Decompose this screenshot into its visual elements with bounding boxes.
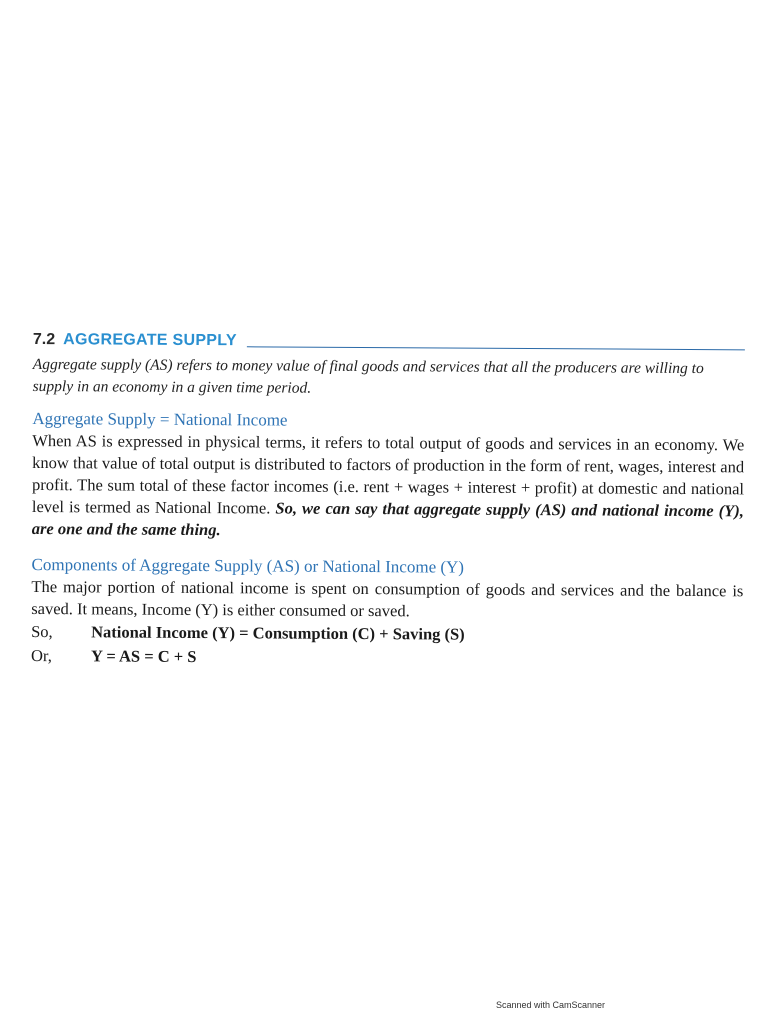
- heading-rule: [247, 346, 745, 350]
- equation-body: Y = AS = C + S: [90, 646, 197, 667]
- subsection-paragraph-2: The major portion of national income is spent on consumption of goods and services and the balance is saved. It means, Income (Y) is either consumed or saved.: [31, 576, 744, 621]
- subsection-heading-2: Components of Aggregate Supply (AS) or National Income (Y): [31, 554, 465, 577]
- equation-row: [31, 644, 743, 672]
- section-heading: [33, 326, 745, 354]
- section-number: 7.2: [32, 330, 56, 349]
- definition-text: Aggregate supply (AS) refers to money value of final goods and services that all the producers are willing to supply in an economy in a given time period.: [32, 355, 704, 397]
- paragraph-1-emphasis: So, we can say that aggregate supply (AS) and national income (Y), are one and the same thing.: [31, 498, 744, 540]
- paragraph-1-text: When AS is expressed in physical terms, it refers to total output of goods and services in an economy. We know that value of total output is distributed to factors of production in the form of rent, wages, interest and profit. The sum total of these factor incomes (i.e. rent + wages + interest + profit) at domestic and national level is termed as National Income.: [31, 430, 745, 518]
- text-content: [31, 326, 745, 672]
- subsection-paragraph-1: [32, 430, 745, 544]
- equation-prefix: So,: [31, 621, 53, 642]
- section-title: AGGREGATE SUPPLY: [63, 331, 237, 350]
- scanner-watermark: Scanned with CamScanner: [496, 1000, 606, 1010]
- equation-prefix: Or,: [30, 645, 52, 666]
- equation-body: National Income (Y) = Consumption (C) + Saving (S): [91, 622, 465, 644]
- subsection-heading-1: Aggregate Supply = National Income: [32, 408, 288, 430]
